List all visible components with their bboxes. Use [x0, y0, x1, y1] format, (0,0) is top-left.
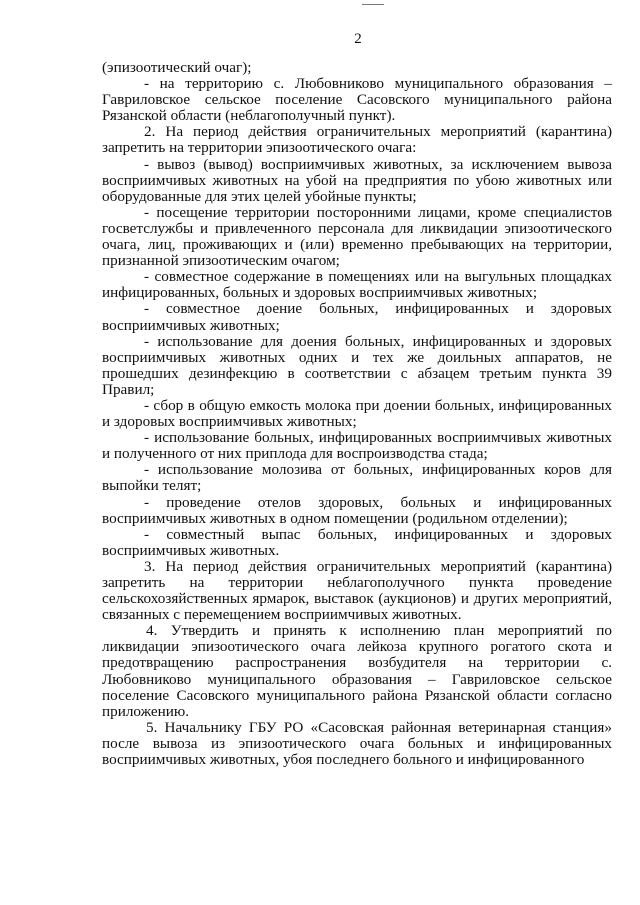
paragraph-ban-export: - вывоз (вывод) восприимчивых животных, за исключением вывоза восприимчивых животных на убой на предприятия по убою животных или оборудованные для этих целей убойные пункты; [102, 155, 612, 205]
paragraph-item-4: 4. Утвердить и принять к исполнению план мероприятий по ликвидации эпизоотического очага лейкоза крупного рогатого скота и предотвращению распространения возбудителя на территории с. Любовниково муниципального образования – Гавриловское сельское поселение Сасовского муниципального района Рязанской области согласно приложению. [102, 622, 612, 720]
page-number: 2 [354, 31, 362, 47]
paragraph-item-5: 5. Начальнику ГБУ РО «Сасовская районная ветеринарная станция» после вывоза из эпизоотического очага больных и инфицированных восприимчивых животных, убоя последнего больного и инфицированного [102, 718, 612, 769]
top-edge-mark [362, 4, 384, 5]
paragraph-ban-colostrum: - использование молозива от больных, инфицированных коров для выпойки телят; [102, 461, 612, 495]
paragraph-ban-breeding: - использование больных, инфицированных восприимчивых животных и полученного от них приплода для воспроизводства стада; [102, 429, 612, 463]
paragraph-ban-joint-milking: - совместное доение больных, инфицированных и здоровых восприимчивых животных; [102, 300, 612, 334]
document-body [102, 60, 612, 768]
paragraph-ban-joint-keeping: - совместное содержание в помещениях или на выгульных площадках инфицированных, больных и здоровых восприимчивых животных; [102, 268, 612, 302]
paragraph-ban-calving: - проведение отелов здоровых, больных и инфицированных восприимчивых животных в одном помещении (родильном отделении); [102, 493, 612, 527]
paragraph-territory: - на территорию с. Любовниково муниципального образования – Гавриловское сельское поселение Сасовского муниципального района Рязанской области (неблагополучный пункт). [102, 75, 612, 125]
paragraph-ban-grazing: - совместный выпас больных, инфицированных и здоровых восприимчивых животных. [102, 525, 612, 559]
paragraph-ban-milk-collection: - сбор в общую емкость молока при доении больных, инфицированных и здоровых восприимчивых животных; [102, 396, 612, 431]
paragraph-item-2: 2. На период действия ограничительных мероприятий (карантина) запретить на территории эпизоотического очага: [102, 123, 612, 157]
paragraph-ban-visits: - посещение территории посторонними лицами, кроме специалистов госветслужбы и привлеченного персонала для ликвидации эпизоотического очага, лиц, проживающих и (или) временно пребывающих на территории, признанной эпизоотическим очагом; [102, 203, 612, 270]
paragraph-item-3: 3. На период действия ограничительных мероприятий (карантина) запретить на территории неблагополучного пункта проведение сельскохозяйственных ярмарок, выставок (аукционов) и других мероприятий, связанных с перемещением восприимчивых животных. [102, 557, 612, 624]
paragraph-continuation: (эпизоотический очаг); [102, 59, 252, 76]
paragraph-ban-shared-equipment: - использование для доения больных, инфицированных и здоровых восприимчивых животных одних и тех же доильных аппаратов, не прошедших дезинфекцию в соответствии с абзацем третьим пункта 39 Правил; [102, 332, 612, 398]
